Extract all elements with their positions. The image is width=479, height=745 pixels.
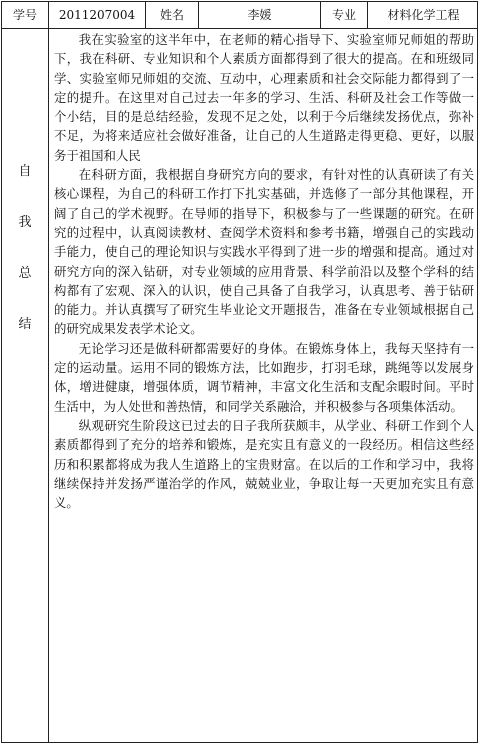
paragraph: 在科研方面，我根据自身研究方向的要求，有针对性的认真研读了有关核心课程，为自己的科研工作打下扎实基础，并选修了一部分其他课程，开阔了自己的学术视野。在导师的指导下，积极参与了一些课题的研究。在研究的过程中，认真阅读教材、查阅学术资料和参考书籍，增强自己的实践动手能力，使自己的理论知识与实践水平得到了进一步的增强和提高。通过对研究方向的深入钻研，对专业领域的应用背景、科学前沿以及整个学科的结构都有了宏观、深入的认识，使自己具备了自我学习，认真思考、善于钻研的能力。并认真撰写了研究生毕业论文开题报告，准备在专业领域根据自己的研究成果发表学术论文。 [54,167,474,337]
section-title-char: 我 [18,215,32,230]
paragraph: 纵观研究生阶段这已过去的日子我所获颇丰，从学业、科研工作到个人素质都得到了充分的培养和锻炼，是充实且有意义的一段经历。相信这些经历和积累都将成为我人生道路上的宝贵财富。在以后的工作和学习中，我将继续保持并发扬严谨治学的作风，兢兢业业，争取让每一天更加充实且有意义。 [54,417,474,511]
paragraph: 无论学习还是做科研都需要好的身体。在锻炼身体上，我每天坚持有一定的运动量。运用不同的锻炼方法，比如跑步，打羽毛球，跳绳等以发展身体，增进健康，增强体质，调节精神，丰富文化生活和支配余暇时间。平时生活中，为人处世和善热情，和同学关系融洽，并积极参与各项集体活动。 [54,340,474,414]
summary-body [54,30,474,512]
summary-form [1,1,478,743]
section-title-char: 结 [18,317,32,332]
name-value: 李媛 [199,2,321,28]
student-id-value: 2011207004 [49,2,146,28]
major-label: 专业 [321,2,368,28]
paragraph: 我在实验室的这半年中，在老师的精心指导下、实验室师兄师姐的帮助下，我在科研、专业知识和个人素质方面都得到了很大的提高。在和班级同学、实验室师兄师姐的交流、互动中，心理素质和社会交际能力都得到了一定的提升。在这里对自己过去一年多的学习、生活、科研及社会工作等做一个小结，目的是总结经验，发现不足之处，以利于今后继续发扬优点，弥补不足，为将来适应社会做好准备，让自己的人生道路走得更稳、更好，以服务于祖国和人民 [54,32,474,163]
header-row [2,2,477,29]
section-title [2,29,49,742]
section-title-char: 总 [18,266,32,281]
major-value: 材料化学工程 [387,8,460,22]
student-id-label: 学号 [2,2,49,28]
name-label: 姓名 [146,2,199,28]
section-title-char: 自 [18,164,32,179]
